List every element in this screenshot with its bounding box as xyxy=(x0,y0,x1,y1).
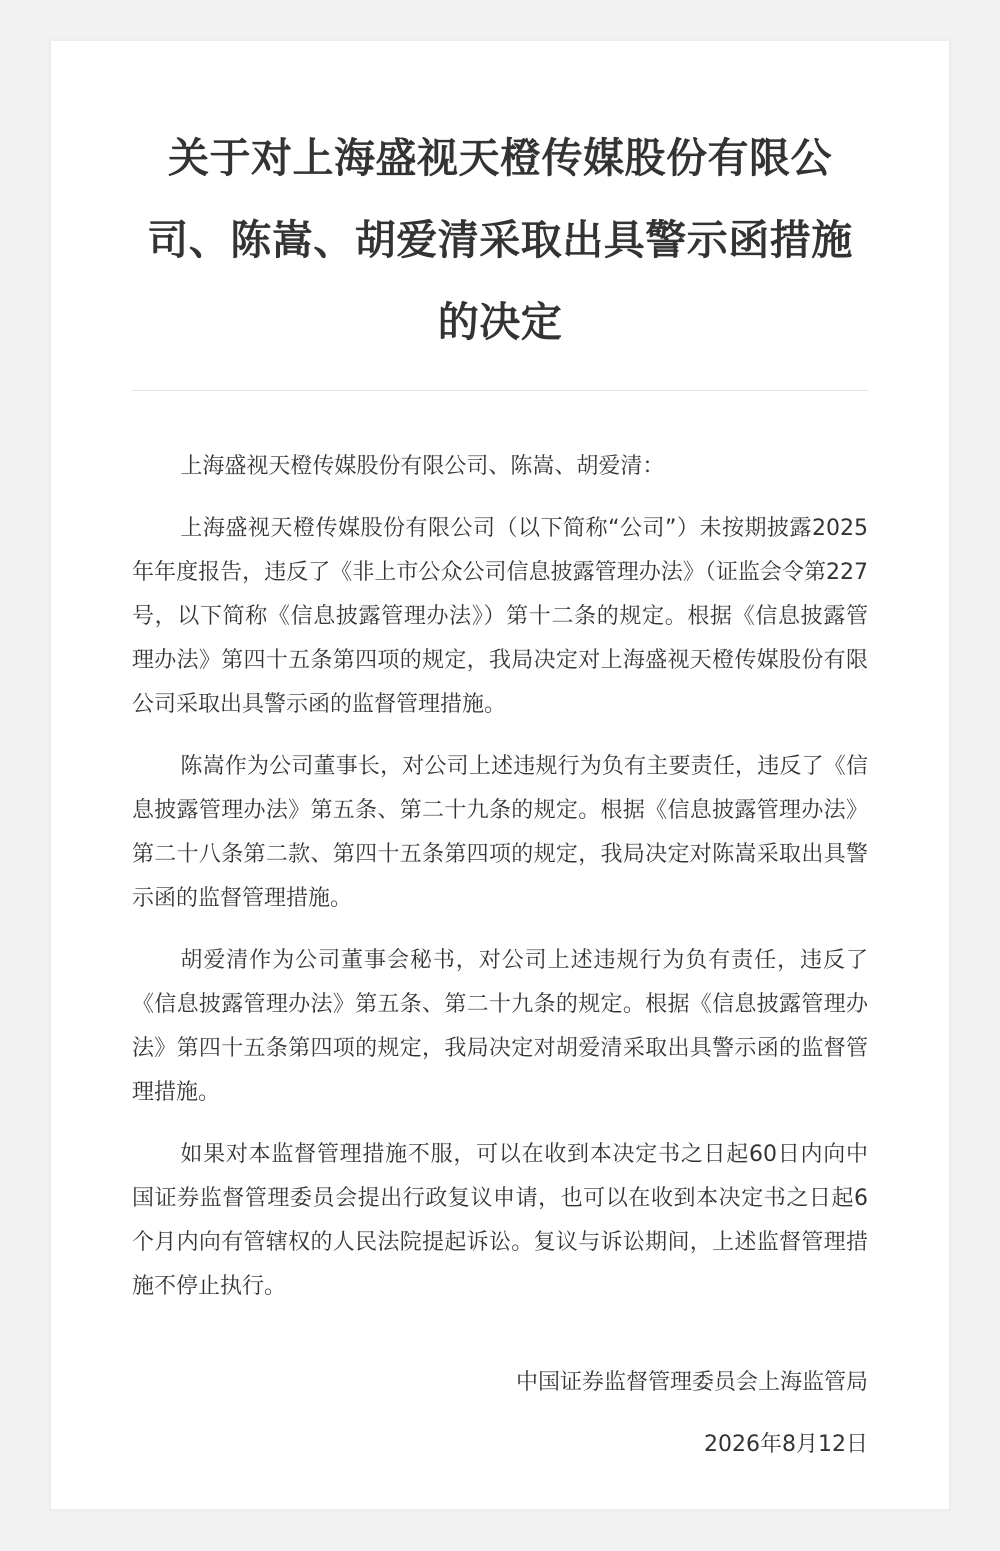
paragraph-appeal-rights: 如果对本监督管理措施不服，可以在收到本决定书之日起60日内向中国证券监督管理委员会提出行政复议申请，也可以在收到本决定书之日起6个月内向有管辖权的人民法院提起诉讼。复议与诉讼期间，上述监督管理措施不停止执行。 xyxy=(132,1142,868,1299)
issue-date: 2026年8月12日 xyxy=(704,1432,868,1457)
issuer-signature: 中国证券监督管理委员会上海监管局 xyxy=(515,1370,868,1395)
paragraph-secretary-responsibility: 胡爱清作为公司董事会秘书，对公司上述违规行为负有责任，违反了《信息披露管理办法》第五条、第二十九条的规定。根据《信息披露管理办法》第四十五条第四项的规定，我局决定对胡爱清采取出具警示函的监督管理措施。 xyxy=(132,948,868,1105)
document-title: 关于对上海盛视天橙传媒股份有限公司、陈嵩、胡爱清采取出具警示函措施的决定 xyxy=(147,134,853,346)
title-divider xyxy=(132,390,868,391)
salutation: 上海盛视天橙传媒股份有限公司、陈嵩、胡爱清： xyxy=(180,454,665,479)
paragraph-company-violation: 上海盛视天橙传媒股份有限公司（以下简称“公司”）未按期披露2025年年度报告，违反了《非上市公众公司信息披露管理办法》（证监会令第227号，以下简称《信息披露管理办法》）第十二条的规定。根据《信息披露管理办法》第四十五条第四项的规定，我局决定对上海盛视天橙传媒股份有限公司采取出具警示函的监督管理措施。 xyxy=(132,516,868,717)
document-page xyxy=(51,41,949,1509)
paragraph-chairman-responsibility: 陈嵩作为公司董事长，对公司上述违规行为负有主要责任，违反了《信息披露管理办法》第五条、第二十九条的规定。根据《信息披露管理办法》第二十八条第二款、第四十五条第四项的规定，我局决定对陈嵩采取出具警示函的监督管理措施。 xyxy=(132,754,868,911)
